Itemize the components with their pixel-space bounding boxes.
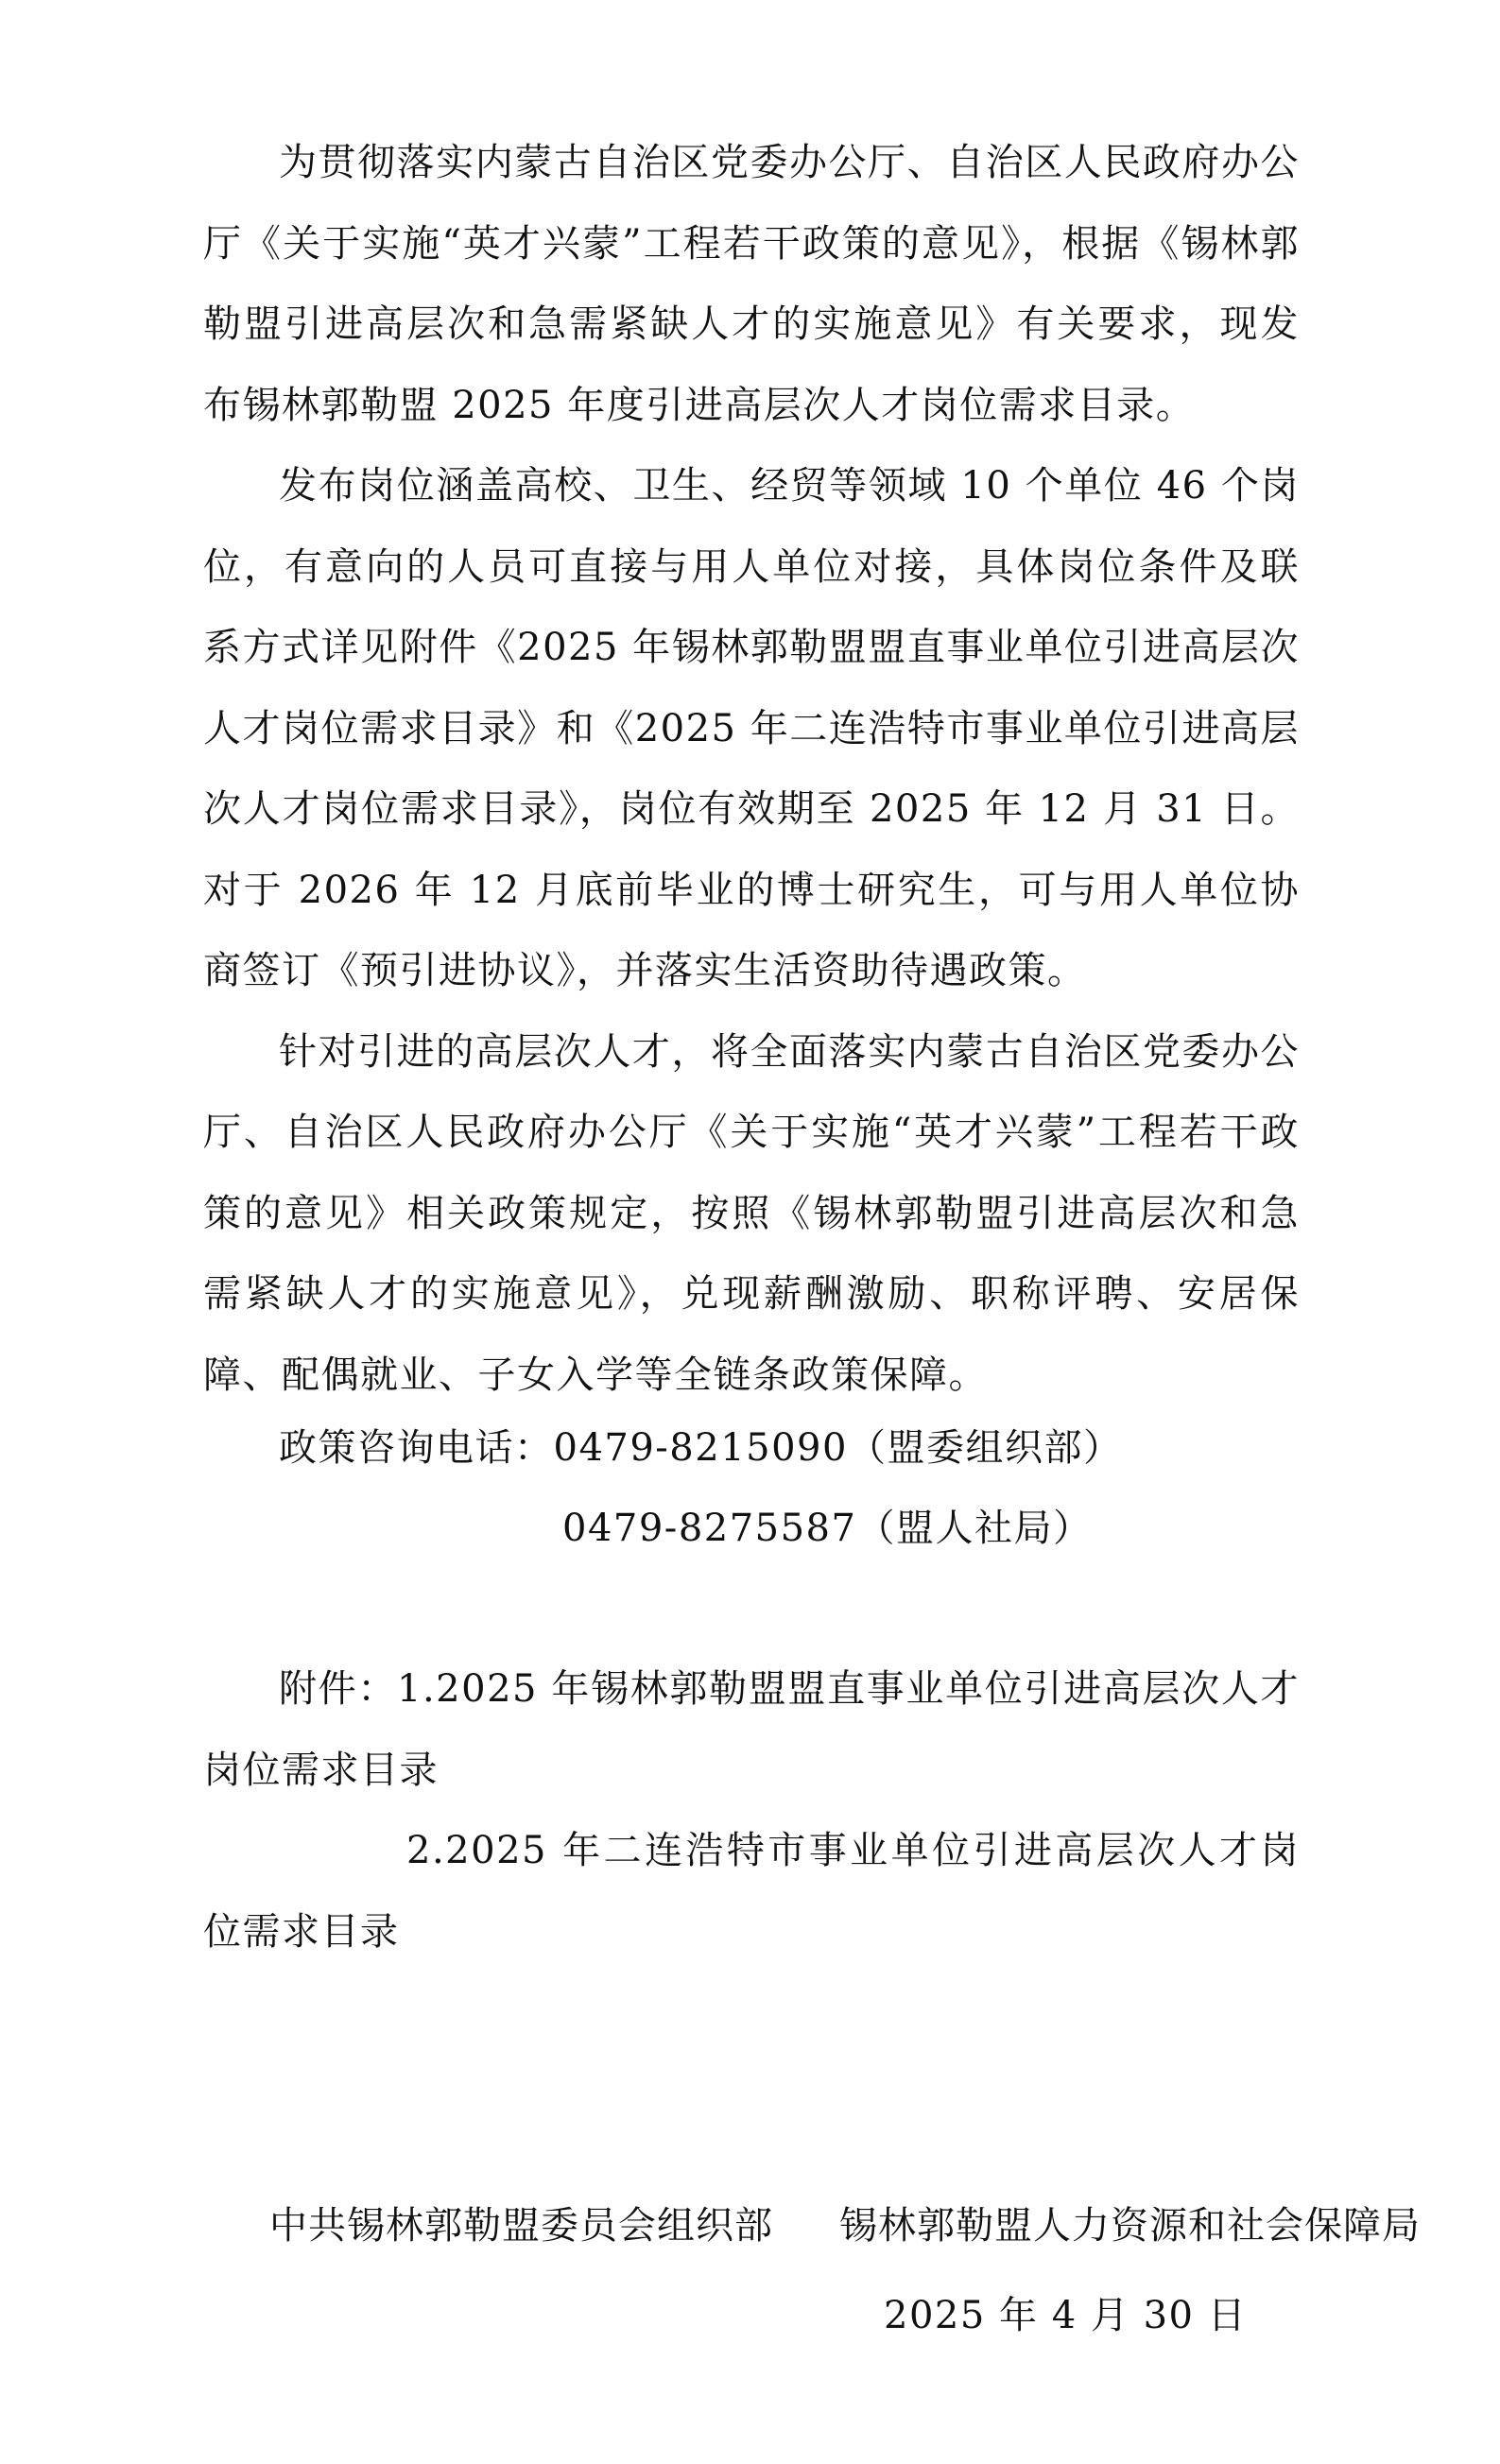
attachments-list	[203, 1649, 1300, 1973]
paragraph-intro: 为贯彻落实内蒙古自治区党委办公厅、自治区人民政府办公厅《关于实施“英才兴蒙”工程若干政策的意见》，根据《锡林郭勒盟引进高层次和急需紧缺人才的实施意见》有关要求，现发布锡林郭勒盟 2025 年度引进高层次人才岗位需求目录。	[203, 141, 1300, 427]
document-body	[203, 123, 1300, 1416]
signatories	[269, 2197, 1421, 2254]
signer-organization-department: 中共锡林郭勒盟委员会组织部	[269, 2204, 773, 2248]
paragraph-policy: 针对引进的高层次人才，将全面落实内蒙古自治区党委办公厅、自治区人民政府办公厅《关于实施“英才兴蒙”工程若干政策的意见》相关政策规定，按照《锡林郭勒盟引进高层次和急需紧缺人才的实施意见》，兑现薪酬激励、职称评聘、安居保障、配偶就业、子女入学等全链条政策保障。	[203, 1029, 1300, 1397]
signer-human-resources-bureau: 锡林郭勒盟人力资源和社会保障局	[839, 2204, 1421, 2248]
consultation-phone-line-1: 政策咨询电话：0479-8215090（盟委组织部）	[279, 1426, 1123, 1470]
attachment-item-1: 附件：1.2025 年锡林郭勒盟盟直事业单位引进高层次人才岗位需求目录	[203, 1667, 1300, 1792]
paragraph-positions: 发布岗位涵盖高校、卫生、经贸等领域 10 个单位 46 个岗位，有意向的人员可直接与用人单位对接，具体岗位条件及联系方式详见附件《2025 年锡林郭勒盟盟直事业单位引进高层次人才岗位需求目录》和《2025 年二连浩特市事业单位引进高层次人才岗位需求目录》，岗位有效期至 2025 年 12 月 31 日。对于 2026 年 12 月底前毕业的博士研究生，可与用人单位协商签订《预引进协议》，并落实生活资助待遇政策。	[203, 464, 1300, 992]
attachment-item-2: 2.2025 年二连浩特市事业单位引进高层次人才岗位需求目录	[203, 1829, 1300, 1954]
consultation-phone-line-2: 0479-8275587（盟人社局）	[562, 1507, 1093, 1550]
document-date: 2025 年 4 月 30 日	[884, 2294, 1248, 2337]
